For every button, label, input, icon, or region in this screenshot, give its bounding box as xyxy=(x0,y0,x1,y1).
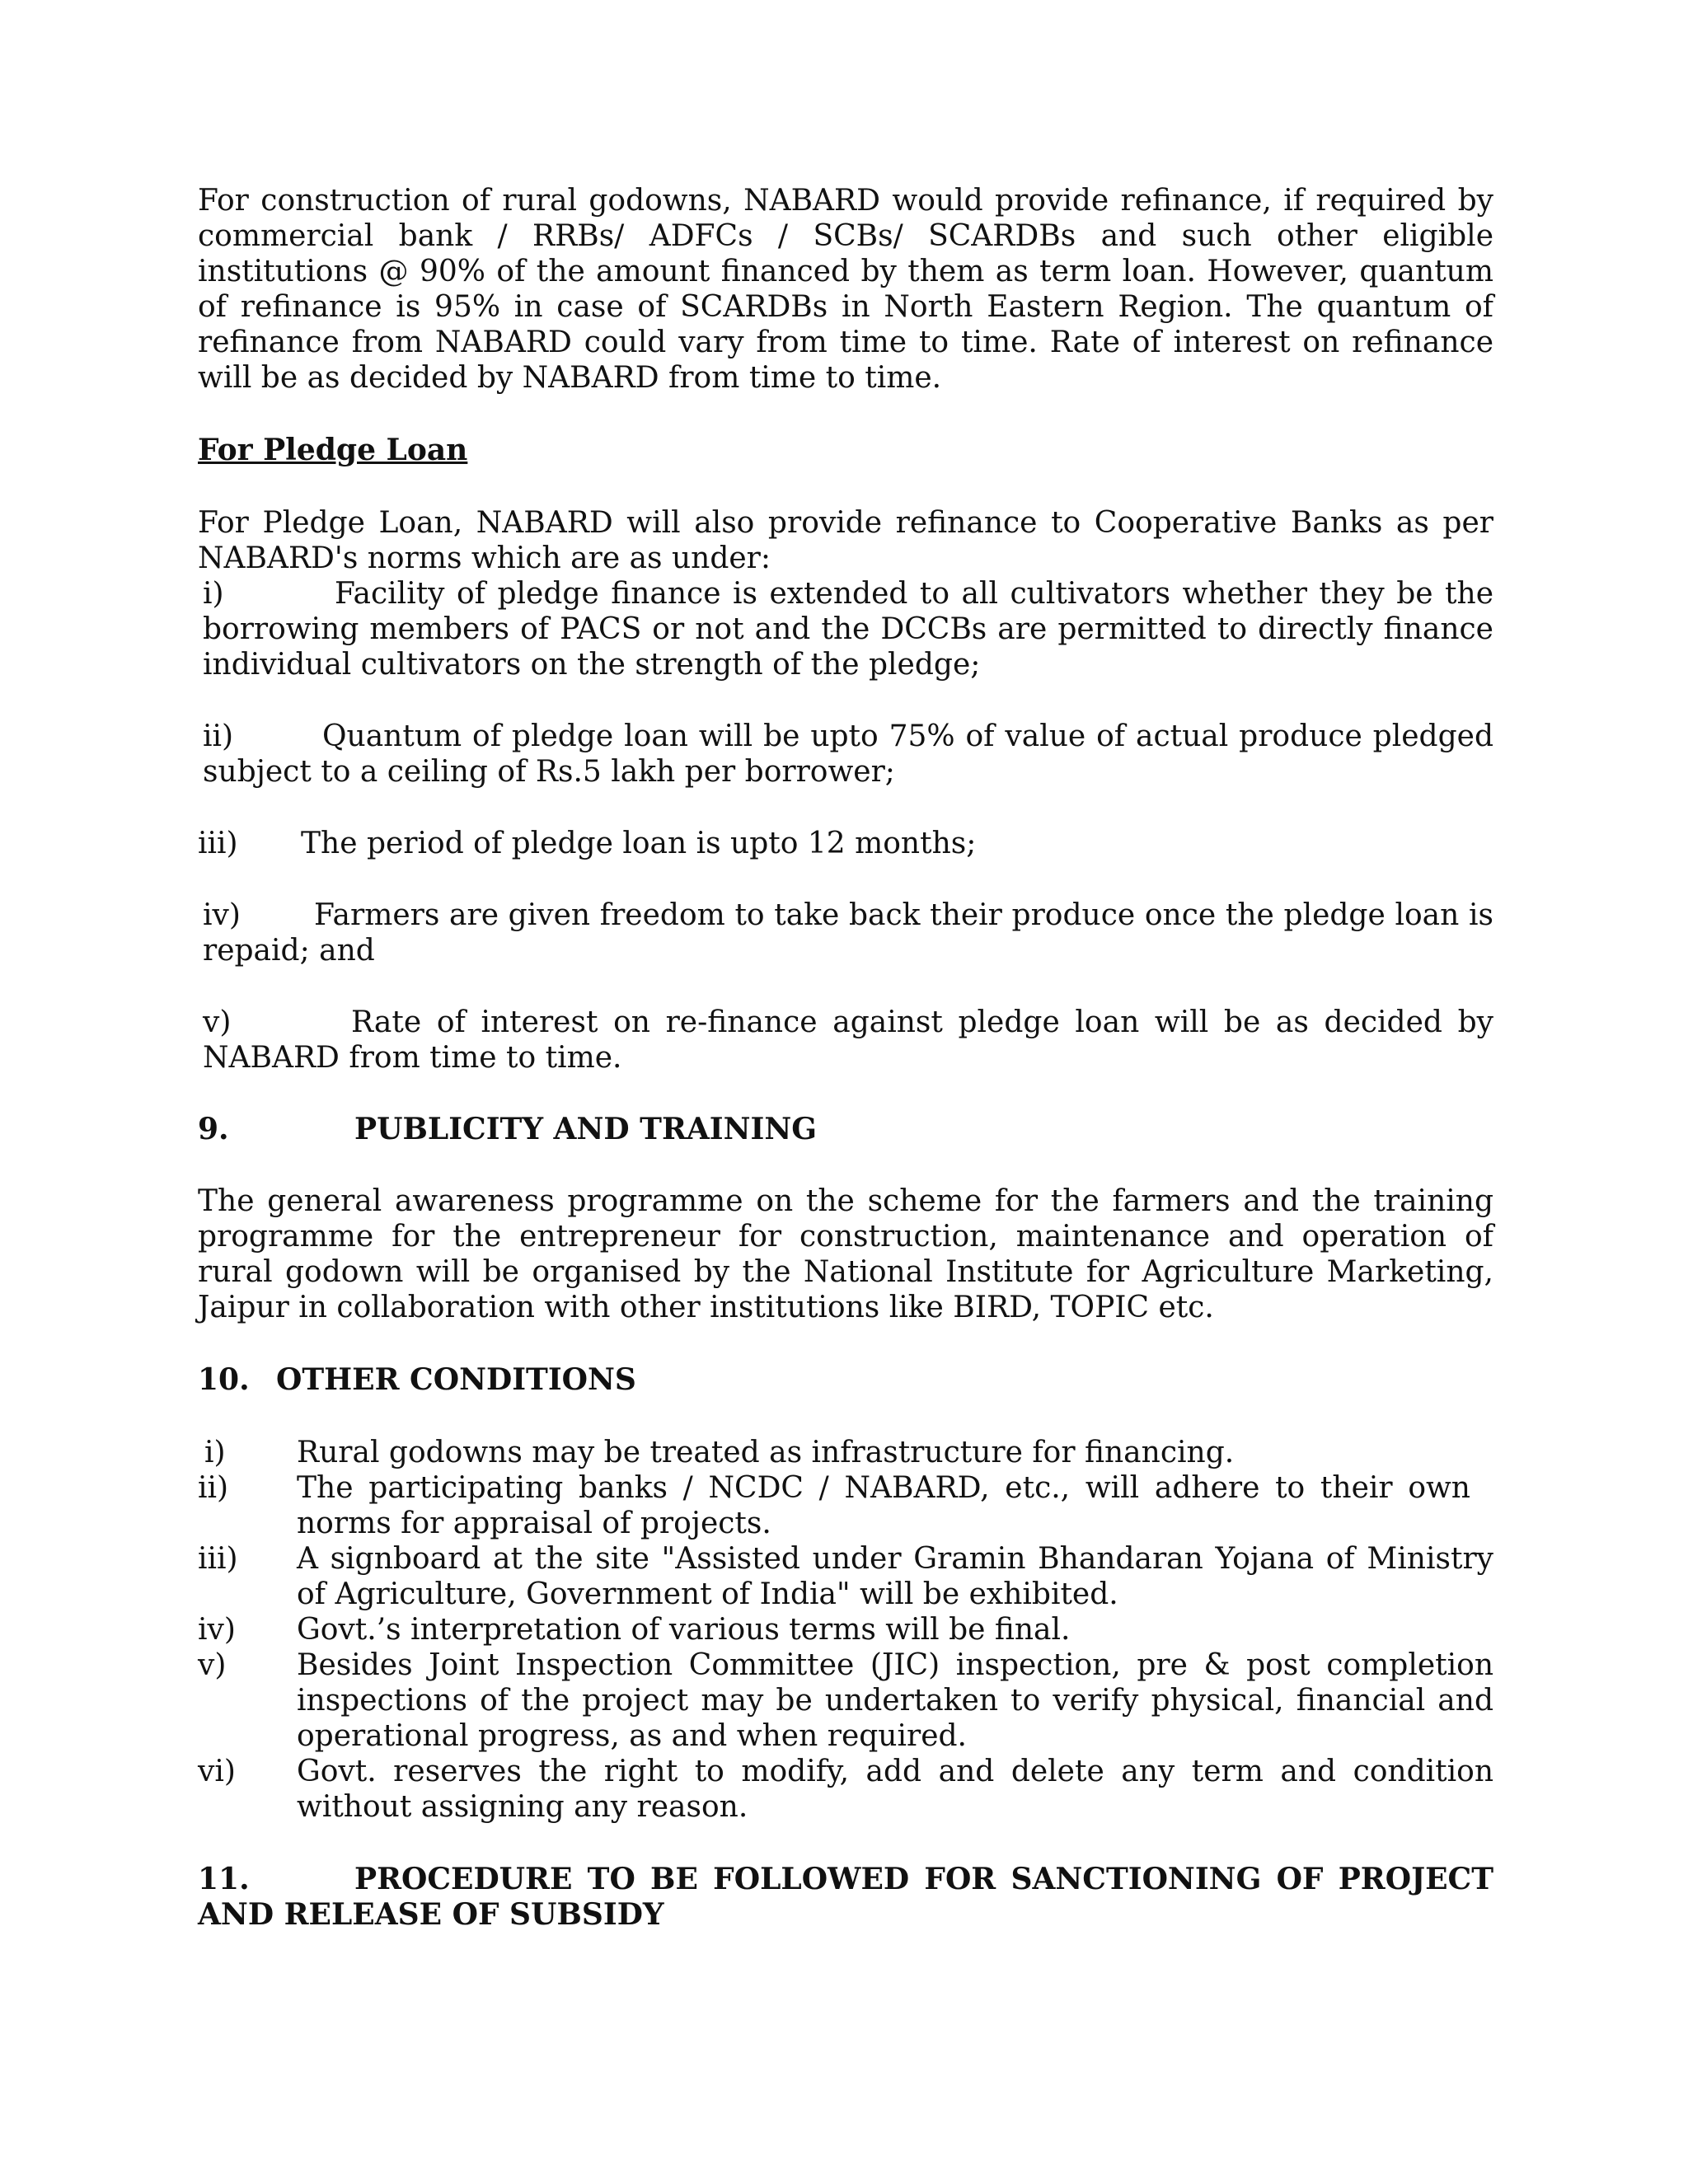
pledge-item-number: iv) xyxy=(203,898,241,932)
publicity-heading xyxy=(198,1112,1493,1147)
condition-item xyxy=(198,1647,1493,1754)
pledge-item-text: The period of pledge loan is upto 12 months; xyxy=(301,827,977,860)
procedure-heading xyxy=(198,1862,1493,1933)
section-number: 9. xyxy=(198,1112,229,1146)
section-title: OTHER CONDITIONS xyxy=(276,1362,636,1397)
condition-item xyxy=(198,1541,1493,1612)
pledge-item-number: ii) xyxy=(203,719,234,753)
condition-number: vi) xyxy=(198,1755,236,1788)
section-number: 10. xyxy=(198,1362,250,1397)
conditions-list xyxy=(198,1435,1493,1825)
pledge-item-text: Quantum of pledge loan will be upto 75% of value of actual produce pledged subject to a ceiling of Rs.5 lakh per borrower; xyxy=(203,719,1493,789)
condition-number: iii) xyxy=(198,1542,238,1576)
section-title: PUBLICITY AND TRAINING xyxy=(354,1112,818,1146)
pledge-item-2 xyxy=(198,719,1493,790)
pledge-item-3 xyxy=(198,826,1493,861)
pledge-item-number: iii) xyxy=(198,827,238,860)
condition-item xyxy=(198,1435,1493,1470)
intro-paragraph: For construction of rural godowns, NABARD would provide refinance, if required by commercial bank / RRBs/ ADFCs / SCBs/ SCARDBs and such other eligible institutions @ 90% of the amount financed by them as term loan. However, quantum of refinance is 95% in case of SCARDBs in North Eastern Region. The quantum of refinance from NABARD could vary from time to time. Rate of interest on refinance will be as decided by NABARD from time to time. xyxy=(198,184,1493,395)
condition-text: Govt. reserves the right to modify, add and delete any term and condition without assigning any reason. xyxy=(297,1755,1493,1824)
pledge-item-text: Farmers are given freedom to take back their produce once the pledge loan is repaid; and xyxy=(203,898,1493,968)
pledge-item-number: i) xyxy=(203,577,224,611)
condition-text: Rural godowns may be treated as infrastructure for financing. xyxy=(297,1436,1235,1469)
pledge-item-text: Facility of pledge finance is extended to all cultivators whether they be the borrowing members of PACS or not and the DCCBs are permitted to directly finance individual cultivators on the strength of the pledge; xyxy=(203,577,1493,682)
condition-number: iv) xyxy=(198,1613,236,1647)
condition-item xyxy=(198,1612,1493,1647)
condition-number: v) xyxy=(198,1648,227,1682)
condition-item xyxy=(198,1470,1493,1541)
conditions-heading xyxy=(198,1362,1493,1398)
publicity-body: The general awareness programme on the scheme for the farmers and the training programme for the entrepreneur for construction, maintenance and operation of rural godown will be organised by the National Institute for Agriculture Marketing, Jaipur in collaboration with other institutions like BIRD, TOPIC etc. xyxy=(198,1184,1493,1324)
condition-number: ii) xyxy=(198,1471,229,1505)
condition-item xyxy=(198,1754,1493,1825)
pledge-item-5 xyxy=(198,1005,1493,1076)
pledge-item-text: Rate of interest on re-finance against pledge loan will be as decided by NABARD from time to time. xyxy=(203,1005,1493,1075)
document-page xyxy=(198,183,1493,1933)
condition-text: A signboard at the site "Assisted under Gramin Bhandaran Yojana of Ministry of Agriculture, Government of India" will be exhibited. xyxy=(297,1542,1493,1611)
pledge-item-number: v) xyxy=(203,1005,232,1039)
condition-text: The participating banks / NCDC / NABARD, etc., will adhere to their own norms for appraisal of projects. xyxy=(297,1471,1470,1540)
pledge-item-4 xyxy=(198,898,1493,968)
pledge-item-1 xyxy=(198,576,1493,682)
condition-text: Govt.’s interpretation of various terms will be final. xyxy=(297,1613,1071,1647)
section-title: PROCEDURE TO BE FOLLOWED FOR SANCTIONING OF PROJECT AND RELEASE OF SUBSIDY xyxy=(198,1862,1493,1932)
condition-text: Besides Joint Inspection Committee (JIC) inspection, pre & post completion inspections of the project may be undertaken to verify physical, financial and operational progress, as and when required. xyxy=(297,1648,1493,1753)
condition-number: i) xyxy=(204,1436,226,1469)
pledge-loan-intro: For Pledge Loan, NABARD will also provide refinance to Cooperative Banks as per NABARD's norms which are as under: xyxy=(198,506,1493,575)
pledge-loan-heading: For Pledge Loan xyxy=(198,433,468,467)
section-number: 11. xyxy=(198,1862,250,1896)
